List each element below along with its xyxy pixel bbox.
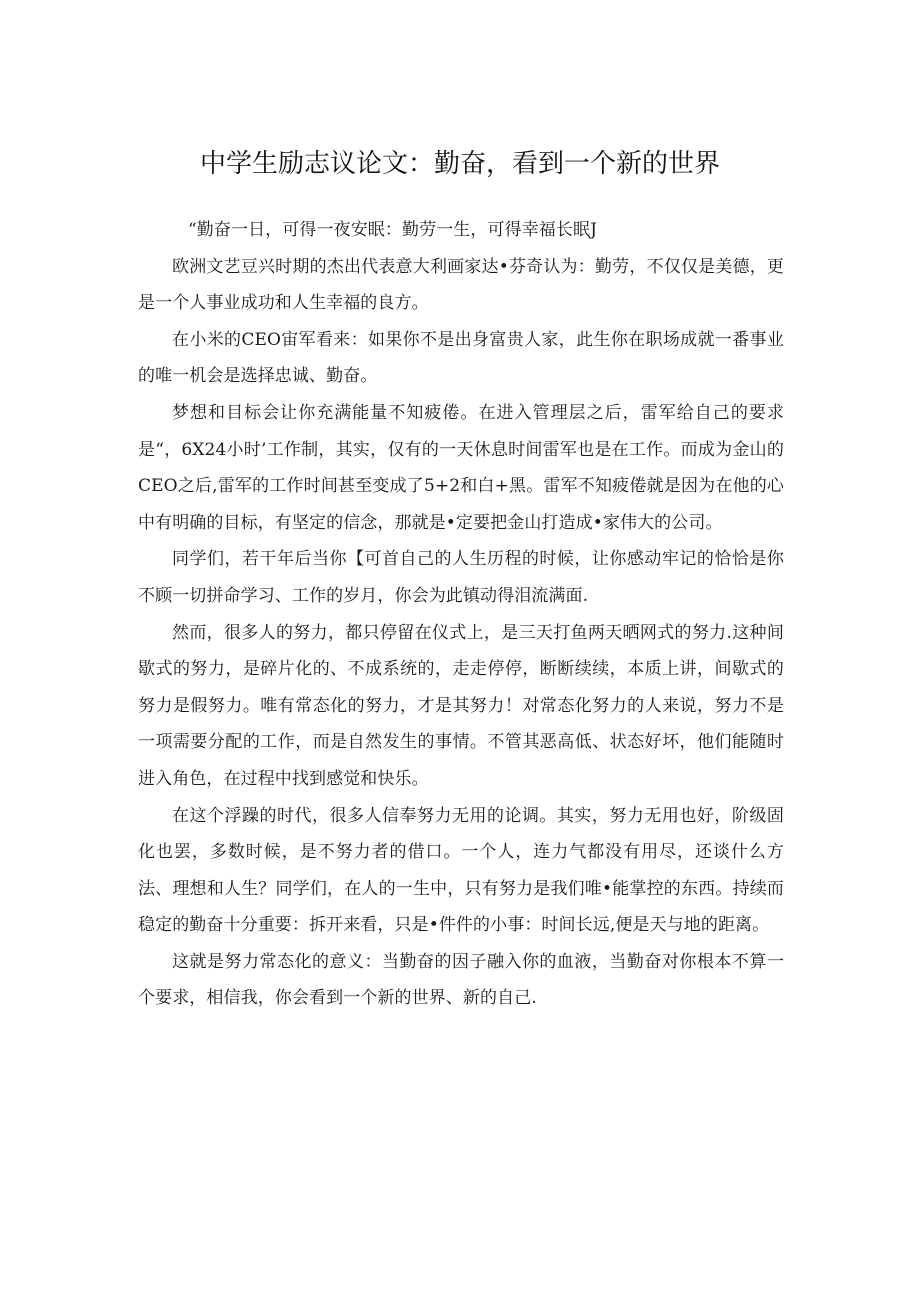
paragraph: 欧洲文艺豆兴时期的杰出代表意大利画家达•芬奇认为：勤劳，不仅仅是美德，更是一个人事业成功和人生幸福的良方。	[138, 256, 784, 314]
paragraph: 在这个浮躁的时代，很多人信奉努力无用的论调。其实，努力无用也好，阶级固化也罢，多数时候，是不努力者的借口。一个人，连力气都没有用尽，还谈什么方法、理想和人生？同学们，在人的一生中，只有努力是我们唯•能掌控的东西。持续而稳定的勤奋十分重要：拆开来看，只是•件件的小事：时间长远,便是天与地的距离。	[138, 805, 784, 936]
page-title: 中学生励志议论文：勤奋，看到一个新的世界	[199, 149, 720, 179]
paragraph: 同学们，若干年后当你【可首自己的人生历程的时候，让你感动牢记的恰恰是你不顾一切拼命学习、工作的岁月，你会为此镇动得泪流满面.	[138, 549, 784, 606]
paragraph: 梦想和目标会让你充满能量不知疲倦。在进入管理层之后，雷军给自己的要求是“，6X24小时’工作制，其实，仅有的一天休息时间雷军也是在工作。而成为金山的CEO之后,雷军的工作时间甚至变成了5+2和白+黑。雷军不知疲倦就是因为在他的心中有明确的目标，有坚定的信念，那就是•定要把金山打造成•家伟大的公司。	[138, 402, 784, 533]
paragraph: 在小米的CEO宙军看来：如果你不是出身富贵人家，此生你在职场成就一番事业的唯一机会是选择忠诚、勤奋。	[138, 329, 784, 387]
paragraph: 这就是努力常态化的意义：当勤奋的因子融入你的血液，当勤奋对你根本不算一个要求，相信我，你会看到一个新的世界、新的自己.	[138, 951, 784, 1009]
paragraph-quote: “勤奋一日，可得一夜安眠：勤劳一生，可得幸福长眠J	[188, 220, 598, 240]
paragraph: 然而，很多人的努力，都只停留在仪式上，是三天打鱼两天晒网式的努力.这种间歇式的努力，是碎片化的、不成系统的，走走停停，断断续续，本质上讲，间歇式的努力是假努力。唯有常态化的努力，才是其努力！对常态化努力的人来说，努力不是一项需要分配的工作，而是自然发生的事情。不管其恶高低、状态好坏，他们能随时进入角色，在过程中找到感觉和快乐。	[138, 622, 784, 789]
article-body	[138, 212, 784, 1017]
